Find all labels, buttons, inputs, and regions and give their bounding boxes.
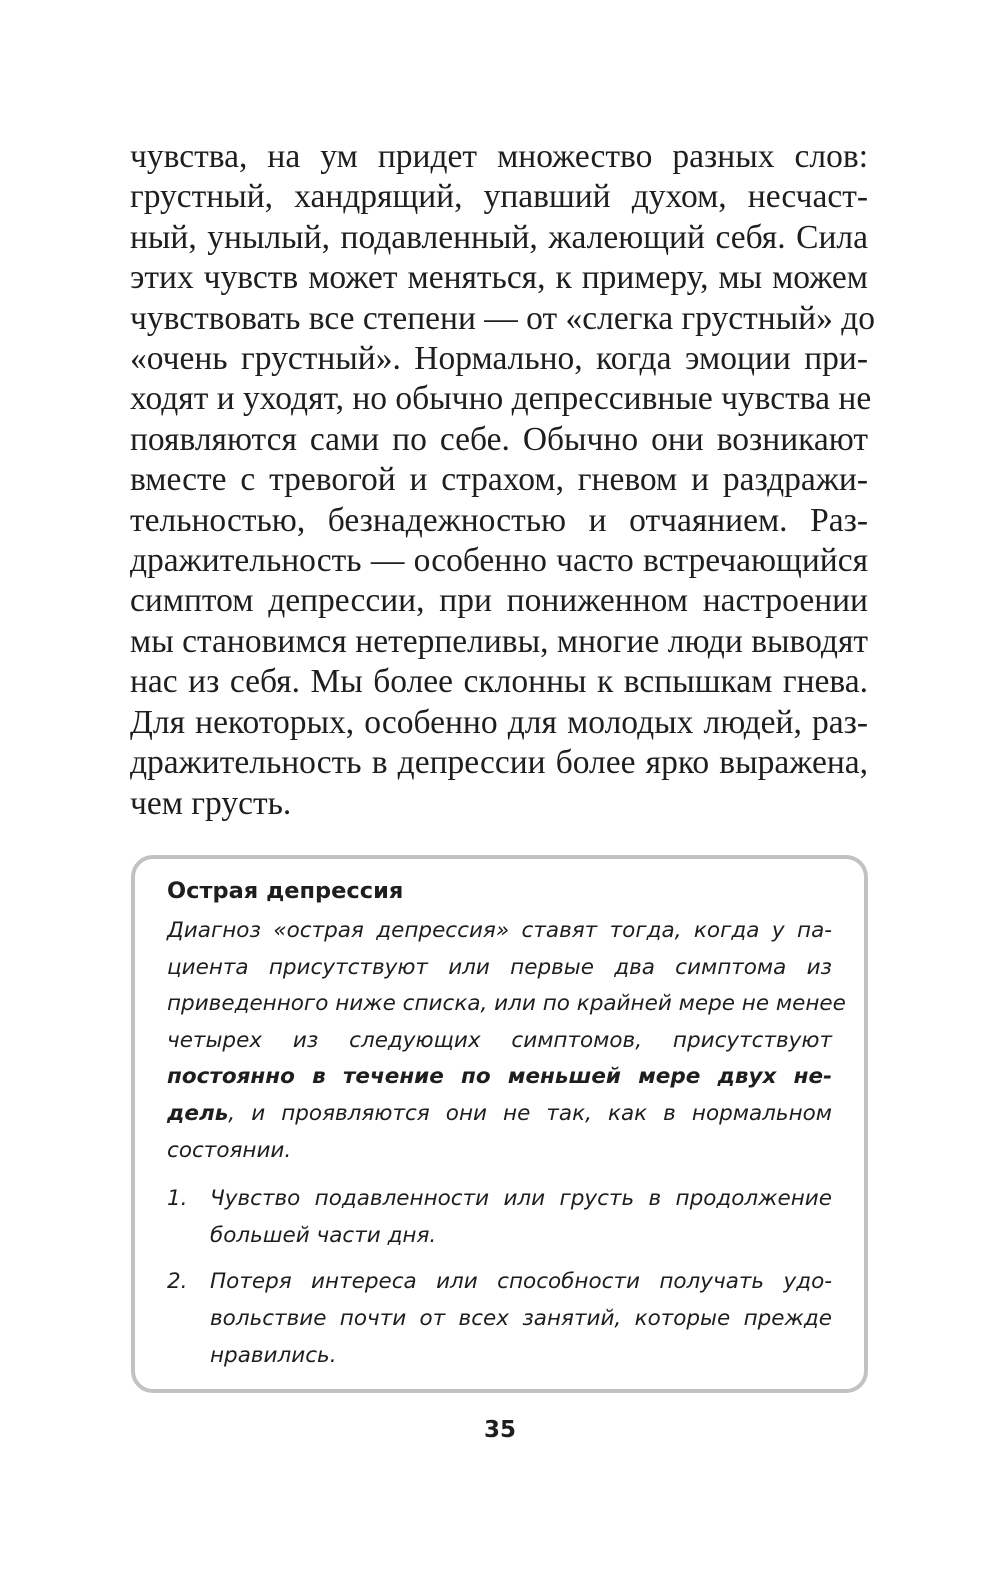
list-item-line: Чувство подавленности или грусть в продолжение [210, 1186, 832, 1212]
sidebar-title: Острая депрессия [167, 878, 404, 904]
main-text-line: нас из себя. Мы более склонны к вспышкам гнева. [130, 663, 868, 701]
main-text-line: тельностью, безнадежностью и отчаянием. Раз- [130, 501, 868, 539]
list-item-line: нравились. [210, 1342, 337, 1368]
main-text-line: дражительность — особенно часто встречающийся [130, 542, 868, 580]
main-text-line: Для некоторых, особенно для молодых людей, раз- [130, 703, 868, 741]
sidebar-intro-line: приведенного ниже списка, или по крайней мере не менее [167, 991, 846, 1017]
list-item-number: 1. [167, 1186, 188, 1212]
sidebar-intro-line [167, 1096, 832, 1133]
sidebar-intro-line: состоянии. [167, 1137, 292, 1163]
main-text-line: ный, унылый, подавленный, жалеющий себя. Сила [130, 218, 868, 256]
list-item-line: большей части дня. [210, 1222, 437, 1248]
list-item [167, 1264, 832, 1374]
sidebar-intro-emphasis: постоянно в течение по меньшей мере двух не- [167, 1064, 832, 1090]
main-text [130, 137, 876, 824]
page-number: 35 [483, 1417, 516, 1443]
main-text-line: мы становимся нетерпеливы, многие люди выводят [130, 622, 868, 660]
main-text-line: ходят и уходят, но обычно депрессивные чувства не [130, 380, 872, 418]
main-text-line: появляются сами по себе. Обычно они возникают [130, 420, 868, 458]
sidebar-box [131, 855, 868, 1393]
list-item [167, 1181, 832, 1254]
sidebar-intro-line: Диагноз «острая депрессия» ставят тогда, когда у па- [167, 918, 832, 943]
list-item-line: вольствие почти от всех занятий, которые прежде [210, 1305, 832, 1331]
main-text-line: чувствовать все степени — от «слегка грустный» до [130, 299, 876, 337]
list-item-line: Потеря интереса или способности получать удо- [210, 1269, 832, 1295]
main-text-line: грустный, хандрящий, упавший духом, несчаст- [130, 178, 868, 216]
list-item-number: 2. [167, 1269, 188, 1295]
sidebar-intro-emphasis: дель [167, 1100, 229, 1126]
main-text-line: «очень грустный». Нормально, когда эмоции при- [130, 340, 868, 378]
main-text-line: этих чувств может меняться, к примеру, мы можем [130, 259, 868, 297]
sidebar-intro-line [167, 1059, 832, 1096]
main-text-line: симптом депрессии, при пониженном настроении [130, 582, 868, 620]
sidebar-intro-text: , и проявляются они не так, как в нормальном [228, 1100, 832, 1126]
sidebar-intro [167, 913, 846, 1169]
main-text-line: чувства, на ум придет множество разных слов: [130, 138, 868, 175]
main-text-line: вместе с тревогой и страхом, гневом и раздражи- [130, 461, 868, 499]
sidebar-intro-line: циента присутствуют или первые два симптома из [167, 954, 832, 980]
main-text-line: дражительность в депрессии более ярко выражена, [130, 744, 868, 782]
symptom-list [167, 1181, 832, 1374]
main-text-line: чем грусть. [130, 784, 292, 822]
sidebar-intro-line: четырех из следующих симптомов, присутствуют [167, 1027, 832, 1053]
